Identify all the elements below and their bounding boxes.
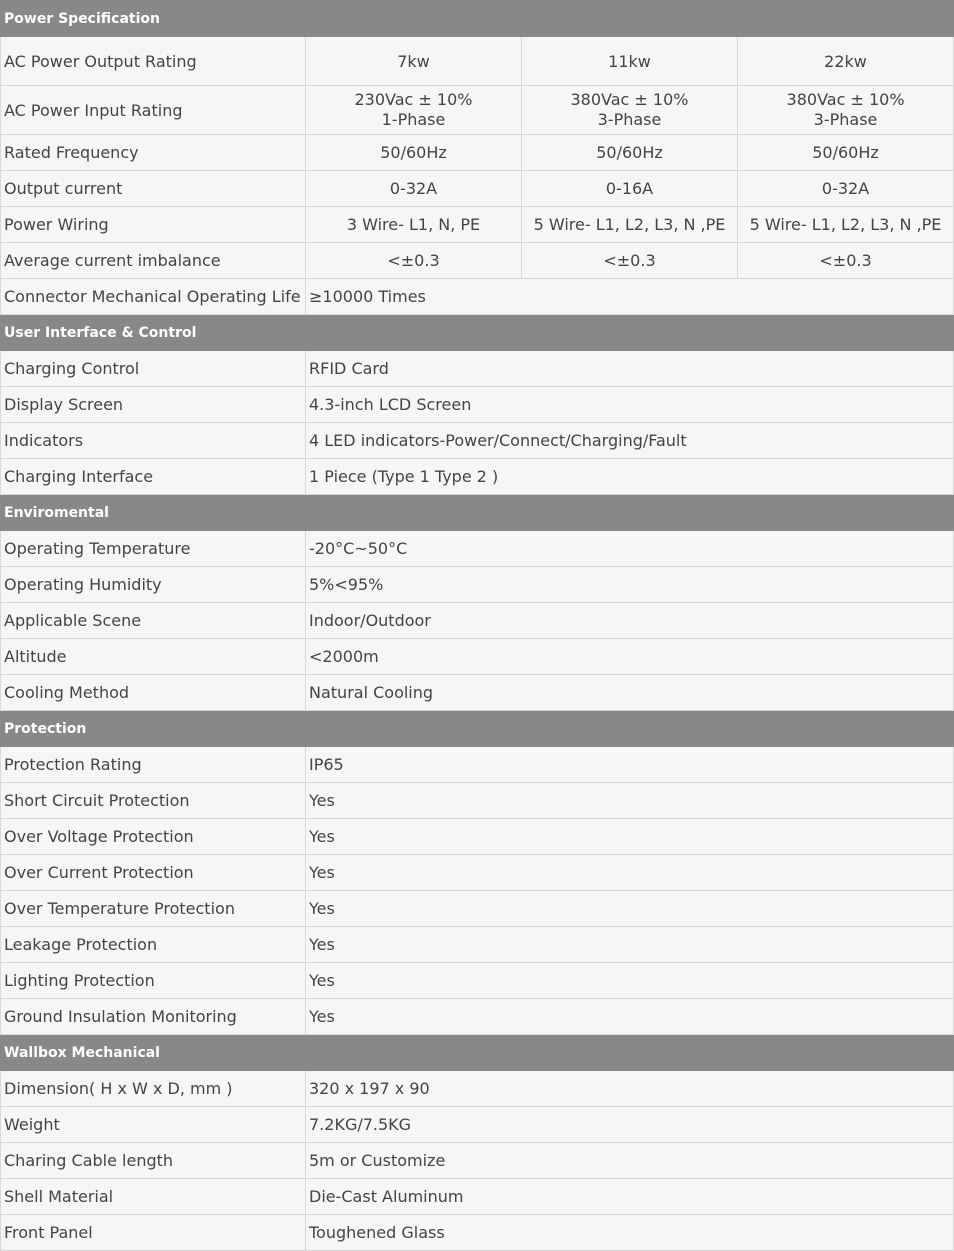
value-7kw-model: 7kw (306, 37, 522, 86)
table-row (1, 459, 954, 495)
table-row (1, 1143, 954, 1179)
row-value: Yes (306, 963, 954, 999)
row-label: Altitude (1, 639, 306, 675)
table-row (1, 1179, 954, 1215)
row-label: Output current (1, 171, 306, 207)
row-value: RFID Card (306, 351, 954, 387)
table-row (1, 783, 954, 819)
row-label: Average current imbalance (1, 243, 306, 279)
table-row (1, 279, 954, 315)
row-value: <±0.3 (522, 243, 738, 279)
table-row (1, 37, 954, 86)
row-label: Protection Rating (1, 747, 306, 783)
row-value: 0-32A (306, 171, 522, 207)
section-title: Power Specification (1, 1, 954, 37)
row-label: Rated Frequency (1, 135, 306, 171)
table-row (1, 1107, 954, 1143)
row-label: Operating Temperature (1, 531, 306, 567)
row-value: 5%<95% (306, 567, 954, 603)
section-title: User Interface & Control (1, 315, 954, 351)
table-row (1, 747, 954, 783)
table-row (1, 999, 954, 1035)
row-value: 50/60Hz (306, 135, 522, 171)
row-value: IP65 (306, 747, 954, 783)
row-label: Over Temperature Protection (1, 891, 306, 927)
row-value: Yes (306, 927, 954, 963)
table-row (1, 891, 954, 927)
table-row (1, 675, 954, 711)
row-value: Yes (306, 783, 954, 819)
row-label: Charging Interface (1, 459, 306, 495)
value-11kw-model: 11kw (522, 37, 738, 86)
row-label: Power Wiring (1, 207, 306, 243)
row-value: 5 Wire- L1, L2, L3, N ,PE (522, 207, 738, 243)
section-header-power (1, 1, 954, 37)
row-label: Shell Material (1, 1179, 306, 1215)
table-row (1, 387, 954, 423)
table-row (1, 927, 954, 963)
input-voltage: 230Vac ± 10% (354, 90, 473, 109)
row-value: 1 Piece (Type 1 Type 2 ) (306, 459, 954, 495)
input-voltage: 380Vac ± 10% (570, 90, 689, 109)
table-row (1, 207, 954, 243)
row-value: -20°C~50°C (306, 531, 954, 567)
row-value: 3 Wire- L1, N, PE (306, 207, 522, 243)
section-header-environmental (1, 495, 954, 531)
section-header-mechanical (1, 1035, 954, 1071)
row-label: Lighting Protection (1, 963, 306, 999)
input-phase: 3-Phase (813, 110, 878, 129)
table-row (1, 639, 954, 675)
table-row (1, 603, 954, 639)
row-label: Weight (1, 1107, 306, 1143)
row-label: Indicators (1, 423, 306, 459)
row-value: 4 LED indicators-Power/Connect/Charging/Fault (306, 423, 954, 459)
row-value: 50/60Hz (522, 135, 738, 171)
table-row (1, 423, 954, 459)
row-value: 4.3-inch LCD Screen (306, 387, 954, 423)
input-voltage: 380Vac ± 10% (786, 90, 905, 109)
row-value: Die-Cast Aluminum (306, 1179, 954, 1215)
row-value: <2000m (306, 639, 954, 675)
row-value: 50/60Hz (738, 135, 954, 171)
row-label: Short Circuit Protection (1, 783, 306, 819)
row-label: Over Current Protection (1, 855, 306, 891)
section-header-ui-control (1, 315, 954, 351)
row-value: 0-32A (738, 171, 954, 207)
row-value: Yes (306, 819, 954, 855)
row-value: Indoor/Outdoor (306, 603, 954, 639)
row-label: Front Panel (1, 1215, 306, 1251)
table-row (1, 171, 954, 207)
table-row (1, 351, 954, 387)
row-label: Charing Cable length (1, 1143, 306, 1179)
row-label: AC Power Input Rating (1, 86, 306, 135)
row-value: 7.2KG/7.5KG (306, 1107, 954, 1143)
section-header-protection (1, 711, 954, 747)
row-value: Yes (306, 891, 954, 927)
row-label: Ground Insulation Monitoring (1, 999, 306, 1035)
row-value: 0-16A (522, 171, 738, 207)
table-row (1, 86, 954, 135)
row-value: Yes (306, 855, 954, 891)
table-row (1, 567, 954, 603)
row-value: 320 x 197 x 90 (306, 1071, 954, 1107)
row-value: 5 Wire- L1, L2, L3, N ,PE (738, 207, 954, 243)
section-title: Wallbox Mechanical (1, 1035, 954, 1071)
row-label: Over Voltage Protection (1, 819, 306, 855)
row-value: Natural Cooling (306, 675, 954, 711)
row-value: Yes (306, 999, 954, 1035)
row-value: <±0.3 (738, 243, 954, 279)
table-row (1, 963, 954, 999)
section-title: Protection (1, 711, 954, 747)
table-row (1, 819, 954, 855)
input-rating-cell (522, 86, 738, 135)
input-rating-cell (738, 86, 954, 135)
row-label: Connector Mechanical Operating Life (1, 279, 306, 315)
table-row (1, 855, 954, 891)
row-label: Charging Control (1, 351, 306, 387)
table-row (1, 243, 954, 279)
input-rating-cell (306, 86, 522, 135)
row-value: <±0.3 (306, 243, 522, 279)
table-row (1, 531, 954, 567)
value-22kw-model: 22kw (738, 37, 954, 86)
input-phase: 3-Phase (597, 110, 662, 129)
row-label: Dimension( H x W x D, mm ) (1, 1071, 306, 1107)
input-phase: 1-Phase (381, 110, 446, 129)
table-row (1, 1215, 954, 1251)
row-value: Toughened Glass (306, 1215, 954, 1251)
row-label: Display Screen (1, 387, 306, 423)
row-value: 5m or Customize (306, 1143, 954, 1179)
row-label: Operating Humidity (1, 567, 306, 603)
table-row (1, 1071, 954, 1107)
section-title: Enviromental (1, 495, 954, 531)
row-label: AC Power Output Rating (1, 37, 306, 86)
row-value: ≥10000 Times (306, 279, 954, 315)
table-row (1, 135, 954, 171)
row-label: Leakage Protection (1, 927, 306, 963)
row-label: Applicable Scene (1, 603, 306, 639)
row-label: Cooling Method (1, 675, 306, 711)
